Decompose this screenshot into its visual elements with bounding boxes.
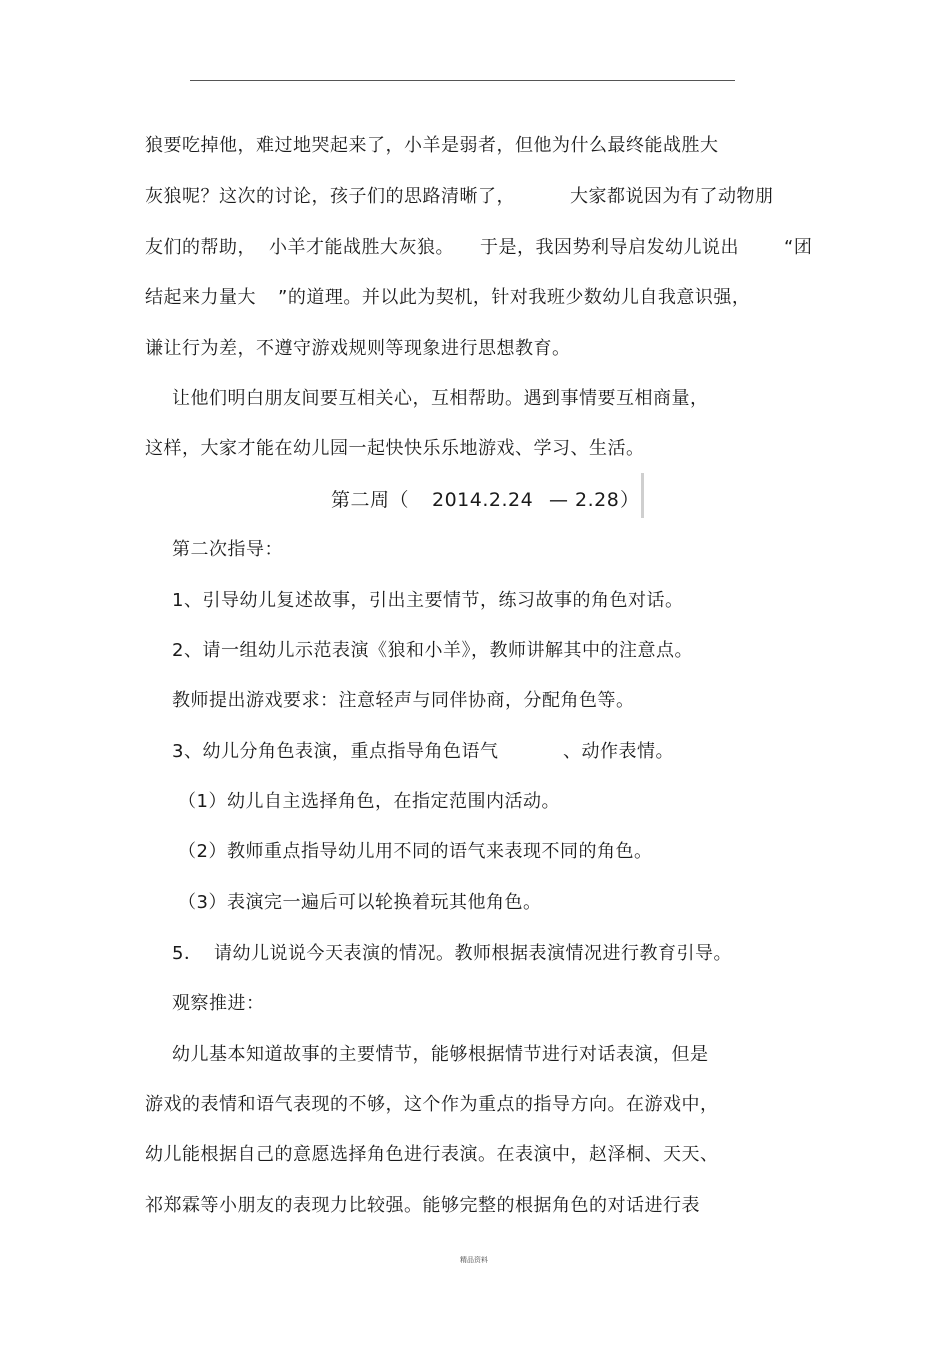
text-segment: 灰狼呢？这次的讨论，孩子们的思路清晰了， [145, 186, 515, 207]
text-segment: 请幼儿说说今天表演的情况。教师根据表演情况进行教育引导。 [214, 943, 732, 964]
text-segment: “团 [784, 237, 813, 258]
text-segment: 、动作表情。 [563, 741, 674, 762]
text-segment: 友们的帮助， [145, 237, 256, 258]
heading-date-end: — 2.28 [549, 489, 620, 511]
text-segment: 大家都说因为有了动物朋 [570, 186, 774, 207]
text-segment: 祁郑霖等小朋友的表现力比较强。能够完整的根据角色的对话进行表 [145, 1195, 700, 1216]
heading-close-paren: ） [620, 489, 640, 511]
header-rule [190, 80, 735, 81]
text-segment: 第二次指导： [172, 539, 283, 560]
text-segment: 谦让行为差，不遵守游戏规则等现象进行思想教育。 [145, 338, 571, 359]
page-footer: 精品资料 [460, 1256, 488, 1264]
text-segment: 小羊才能战胜大灰狼。 [269, 237, 454, 258]
margin-bar [641, 473, 644, 518]
text-segment: 幼儿能根据自己的意愿选择角色进行表演。在表演中，赵泽桐、天天、 [145, 1144, 719, 1165]
text-segment: 结起来力量大 [145, 287, 256, 308]
text-segment: 幼儿基本知道故事的主要情节，能够根据情节进行对话表演，但是 [172, 1044, 709, 1065]
text-segment: 狼要吃掉他，难过地哭起来了，小羊是弱者，但他为什么最终能战胜大 [145, 135, 719, 156]
text-segment: 2、请一组幼儿示范表演《狼和小羊》，教师讲解其中的注意点。 [172, 640, 693, 661]
heading-label: 第二周（ [331, 489, 410, 511]
text-segment: 于是，我因势利导启发幼儿说出 [480, 237, 739, 258]
text-segment: （3）表演完一遍后可以轮换着玩其他角色。 [178, 892, 542, 913]
text-segment: 5． [172, 943, 203, 964]
text-segment: （1）幼儿自主选择角色，在指定范围内活动。 [178, 791, 560, 812]
text-segment: 让他们明白朋友间要互相关心，互相帮助。遇到事情要互相商量， [172, 388, 709, 409]
text-segment: 1、引导幼儿复述故事，引出主要情节，练习故事的角色对话。 [172, 590, 684, 611]
text-segment: 这样，大家才能在幼儿园一起快快乐乐地游戏、学习、生活。 [145, 438, 645, 459]
text-segment: ”的道理。并以此为契机，针对我班少数幼儿自我意识强， [278, 287, 751, 308]
text-segment: （2）教师重点指导幼儿用不同的语气来表现不同的角色。 [178, 841, 653, 862]
text-segment: 游戏的表情和语气表现的不够，这个作为重点的指导方向。在游戏中， [145, 1094, 719, 1115]
text-segment: 观察推进： [172, 993, 265, 1014]
heading-date-start: 2014.2.24 [432, 489, 534, 511]
text-segment: 3、幼儿分角色表演，重点指导角色语气 [172, 741, 499, 762]
text-segment: 教师提出游戏要求：注意轻声与同伴协商，分配角色等。 [172, 690, 635, 711]
